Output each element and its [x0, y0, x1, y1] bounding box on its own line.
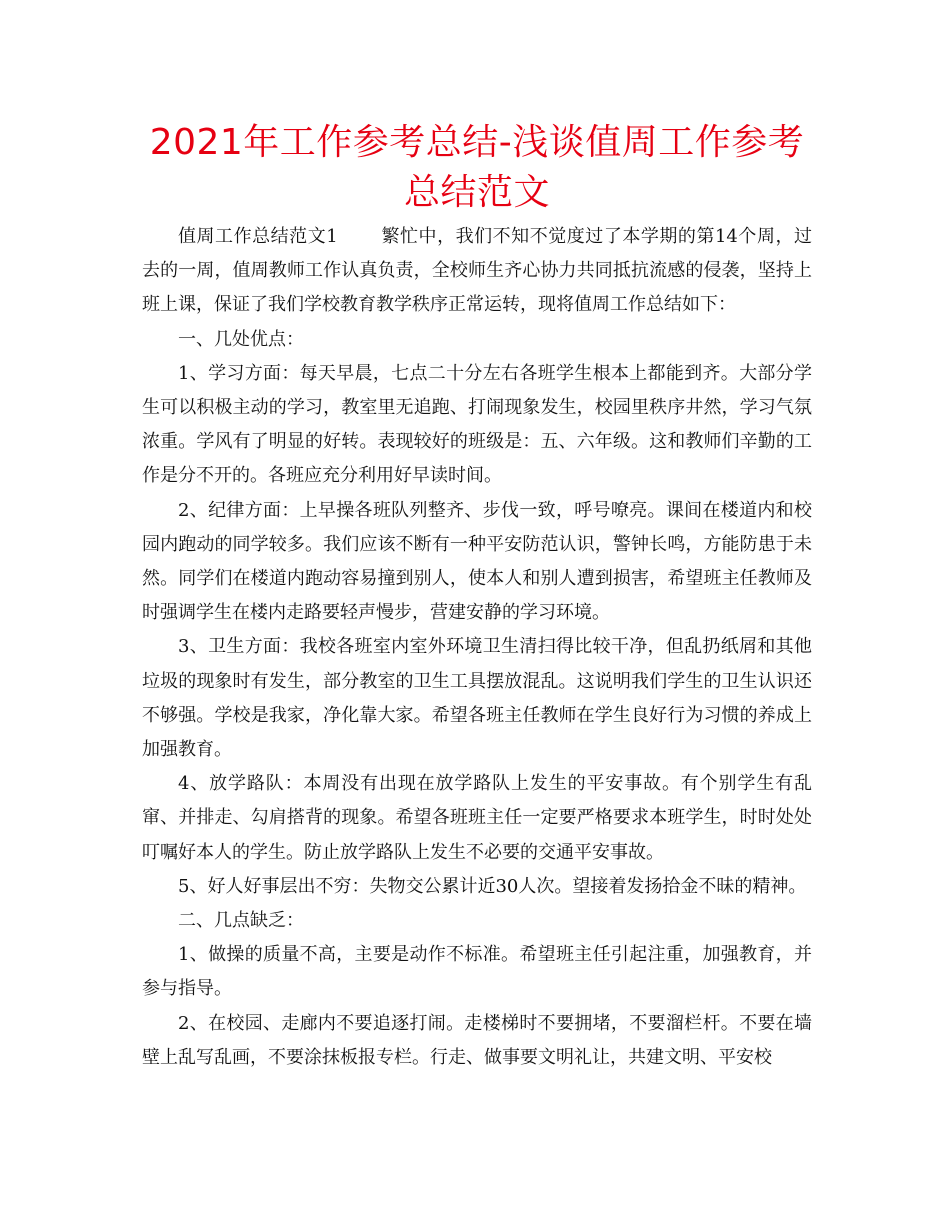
paragraph-discipline: 2、纪律方面：上早操各班队列整齐、步伐一致，呼号嘹亮。课间在楼道内和校园内跑动的同学较多。我们应该不断有一种平安防范认识，警钟长鸣，方能防患于未然。同学们在楼道内跑动容易撞到别人，使本人和别人遭到损害，希望班主任教师及时强调学生在楼内走路要轻声慢步，营建安静的学习环境。: [142, 499, 812, 624]
section-heading-advantages: 一、几处优点：: [178, 328, 304, 350]
paragraph-good-deeds: 5、好人好事层出不穷：失物交公累计近30人次。望接着发扬拾金不昧的精神。: [178, 875, 807, 897]
paragraph-hygiene: 3、卫生方面：我校各班室内室外环境卫生清扫得比较干净，但乱扔纸屑和其他垃圾的现象时有发生，部分教室的卫生工具摆放混乱。这说明我们学生的卫生认识还不够强。学校是我家，净化靠大家。希望各班主任教师在学生良好行为习惯的养成上加强教育。: [142, 636, 812, 761]
document-body: [142, 220, 812, 1075]
paragraph-exercise-quality: 1、做操的质量不高，主要是动作不标准。希望班主任引起注重，加强教育，并参与指导。: [142, 944, 812, 1000]
intro-paragraph: 值周工作总结范文1 繁忙中，我们不知不觉度过了本学期的第14个周，过去的一周，值周教师工作认真负责，全校师生齐心协力共同抵抗流感的侵袭，坚持上班上课，保证了我们学校教育教学秩序正常运转，现将值周工作总结如下：: [142, 226, 812, 316]
paragraph-dismissal-line: 4、放学路队：本周没有出现在放学路队上发生的平安事故。有个别学生有乱窜、并排走、勾肩搭背的现象。希望各班班主任一定要严格要求本班学生，时时处处叮嘱好本人的学生。防止放学路队上发生不必要的交通平安事故。: [142, 773, 812, 863]
paragraph-study: 1、学习方面：每天早晨，七点二十分左右各班学生根本上都能到齐。大部分学生可以积极主动的学习，教室里无追跑、打闹现象发生，校园里秩序井然，学习气氛浓重。学风有了明显的好转。表现较好的班级是：五、六年级。这和教师们辛勤的工作是分不开的。各班应充分利用好早读时间。: [142, 362, 812, 487]
paragraph-campus-behavior: 2、在校园、走廊内不要追逐打闹。走楼梯时不要拥堵，不要溜栏杆。不要在墙壁上乱写乱画，不要涂抹板报专栏。行走、做事要文明礼让，共建文明、平安校: [142, 1012, 812, 1068]
section-heading-shortcomings: 二、几点缺乏：: [178, 910, 304, 932]
document-title: 2021年工作参考总结-浅谈值周工作参考总结范文: [149, 122, 805, 213]
